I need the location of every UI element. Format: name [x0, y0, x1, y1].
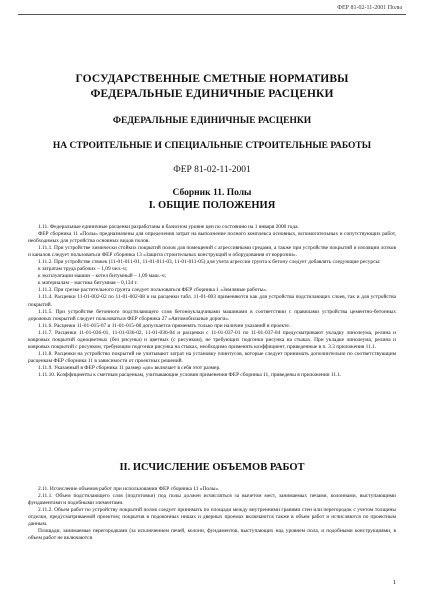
paragraph: 1.11.7. Расценки 11-01-036-01, 11-01-036-02, 11-01-036-04 и расценки с 11-01-037-01 по 11-01-037-04 предусматривают укладку линолеума, релина и ковровых покрытий одноцветных (без рисунка) и цветных (с рисунком), не требующих подгонки рисунка на стыках. При укладке линолеума, релина и ковровых покрытий с рисунком, требующим подгонки рисунка на стыках, необходимо применять коэффициент, приведенные в п. 3.3 приложения 11.1. — [28, 329, 396, 350]
paragraph: 1.11. Федеральные единичные расценки разработаны в базисном уровне цен по состоянию на 1 января 2000 года. — [38, 224, 299, 230]
paragraph: 2.11.1. Объем подстилающего слоя (подготовки) под полы должен исчисляться за вычетом мест, занимаемых печами, колоннами, выступающими фундаментами и подобными элементами. — [28, 493, 396, 507]
paragraph: 1.11.9. Указанный в ФЕР сборника 11 размер «до» включает в себя этот размер. — [38, 364, 221, 371]
paragraph: 1.11.4. Расценки 11-01-002-02 по 11-01-002-08 и на расценки табл. 11-01-003 применяются как для устройства подстилающих слоев, так и для устройства покрытий. — [28, 294, 396, 308]
title-block — [30, 72, 394, 199]
section-1-body — [28, 224, 396, 379]
paragraph: Площади, занимаемые перегородками (за исключением печей, колонн, фундаментов, выступающих над уровнем пола, и подобными конструкциями, в объем работ не включаются — [28, 528, 396, 542]
section-2-heading: II. ИСЧИСЛЕНИЕ ОБЪЕМОВ РАБОТ — [119, 462, 305, 473]
paragraph: 2.11. Исчисление объемов работ при использовании ФЕР сборника 11 «Полы». — [38, 486, 220, 492]
paragraph: 2.11.2. Объем работ по устройству покрытий полов следует принимать по площади между внутренними гранями стен или перегородок с учетом толщины отделки, предусматриваемой проектом; покрытия в подоконных нишах и дверных проемах включаются также в объем работ и исчисляются по проектным данным. — [28, 507, 396, 528]
paragraph: 1.11.10. Коэффициенты к сметным расценкам, учитывающие условия применения ФЕР сборника 11, приведены в приложении 11.1. — [38, 371, 342, 378]
paragraph: к материалам – мастика битумная – 0,134 т. — [38, 280, 138, 287]
page-number: 1 — [392, 579, 396, 586]
collection-title: Сборник 11. Полы — [172, 188, 252, 198]
paragraph: 1.11.2. При устройстве стяжек (11-01-011-01, 11-01-011-03, 11-01-011-05) для учета агрессии грунта к бетону следует добавлять следующие ресурсы: — [38, 259, 381, 266]
paragraph: 1.11.6. Расценки 11-01-015-07 и 11-01-015-08 допускается применять только при наличии указаний в проекте. — [38, 322, 291, 329]
main-title-line-2: ФЕДЕРАЛЬНЫЕ ЕДИНИЧНЫЕ РАСЦЕНКИ — [90, 88, 334, 100]
document-code: ФЕР 81-02-11-2001 — [173, 165, 251, 175]
paragraph: к эксплуатации машин – котел битумный – 1,09 маш.-ч; — [38, 273, 167, 280]
section-1-heading: I. ОБЩИЕ ПОЛОЖЕНИЯ — [148, 200, 276, 211]
paragraph: 1.11.8. Расценки на устройство покрытий не учитывают затрат на установку плинтусов, которые следует принимать дополнительно по соответствующим расценкам ФЕР сборника 11 в зависимости от проектных решений. — [28, 350, 396, 364]
paragraph: 1.11.1. При устройстве химически стойких покрытий полов для помещений с агрессивными средами, а также при устройстве покрытий и изоляции лотков и каналов следует пользоваться ФЕР сборника 13 «Защита строительных конструкций и оборудования от коррозии». — [28, 245, 396, 259]
paragraph: к затратам труда рабочих – 1,09 чел.-ч; — [38, 266, 128, 273]
section-2-body — [28, 486, 396, 542]
paragraph: 1.11.5. При устройстве бетонного подстилающего слоя бетоноукладчиками машинами в соответствии с правилами устройства цементно-бетонных дорожных покрытий следует пользоваться ФЕР сборника 27 «Автомобильные дороги». — [28, 308, 396, 322]
main-title-line-1: ГОСУДАРСТВЕННЫЕ СМЕТНЫЕ НОРМАТИВЫ — [75, 73, 349, 85]
subtitle-line-2: НА СТРОИТЕЛЬНЫЕ И СПЕЦИАЛЬНЫЕ СТРОИТЕЛЬНЫЕ РАБОТЫ — [52, 141, 372, 151]
paragraph: 1.11.3. При срезке растительного грунта следует пользоваться ФЕР сборника 1 «Земляные работы». — [38, 287, 268, 294]
running-header: ФЕР 81-02-11-2001 Полы — [337, 5, 402, 11]
header-rule — [18, 14, 406, 15]
paragraph: ФЕР сборника 11 «Полы» предназначены для определения затрат на выполнение полного комплекса основных, вспомогательных и сопутствующих работ, необходимых для устройства основных видов полов. — [28, 231, 396, 245]
subtitle-line-1: ФЕДЕРАЛЬНЫЕ ЕДИНИЧНЫЕ РАСЦЕНКИ — [112, 116, 312, 126]
